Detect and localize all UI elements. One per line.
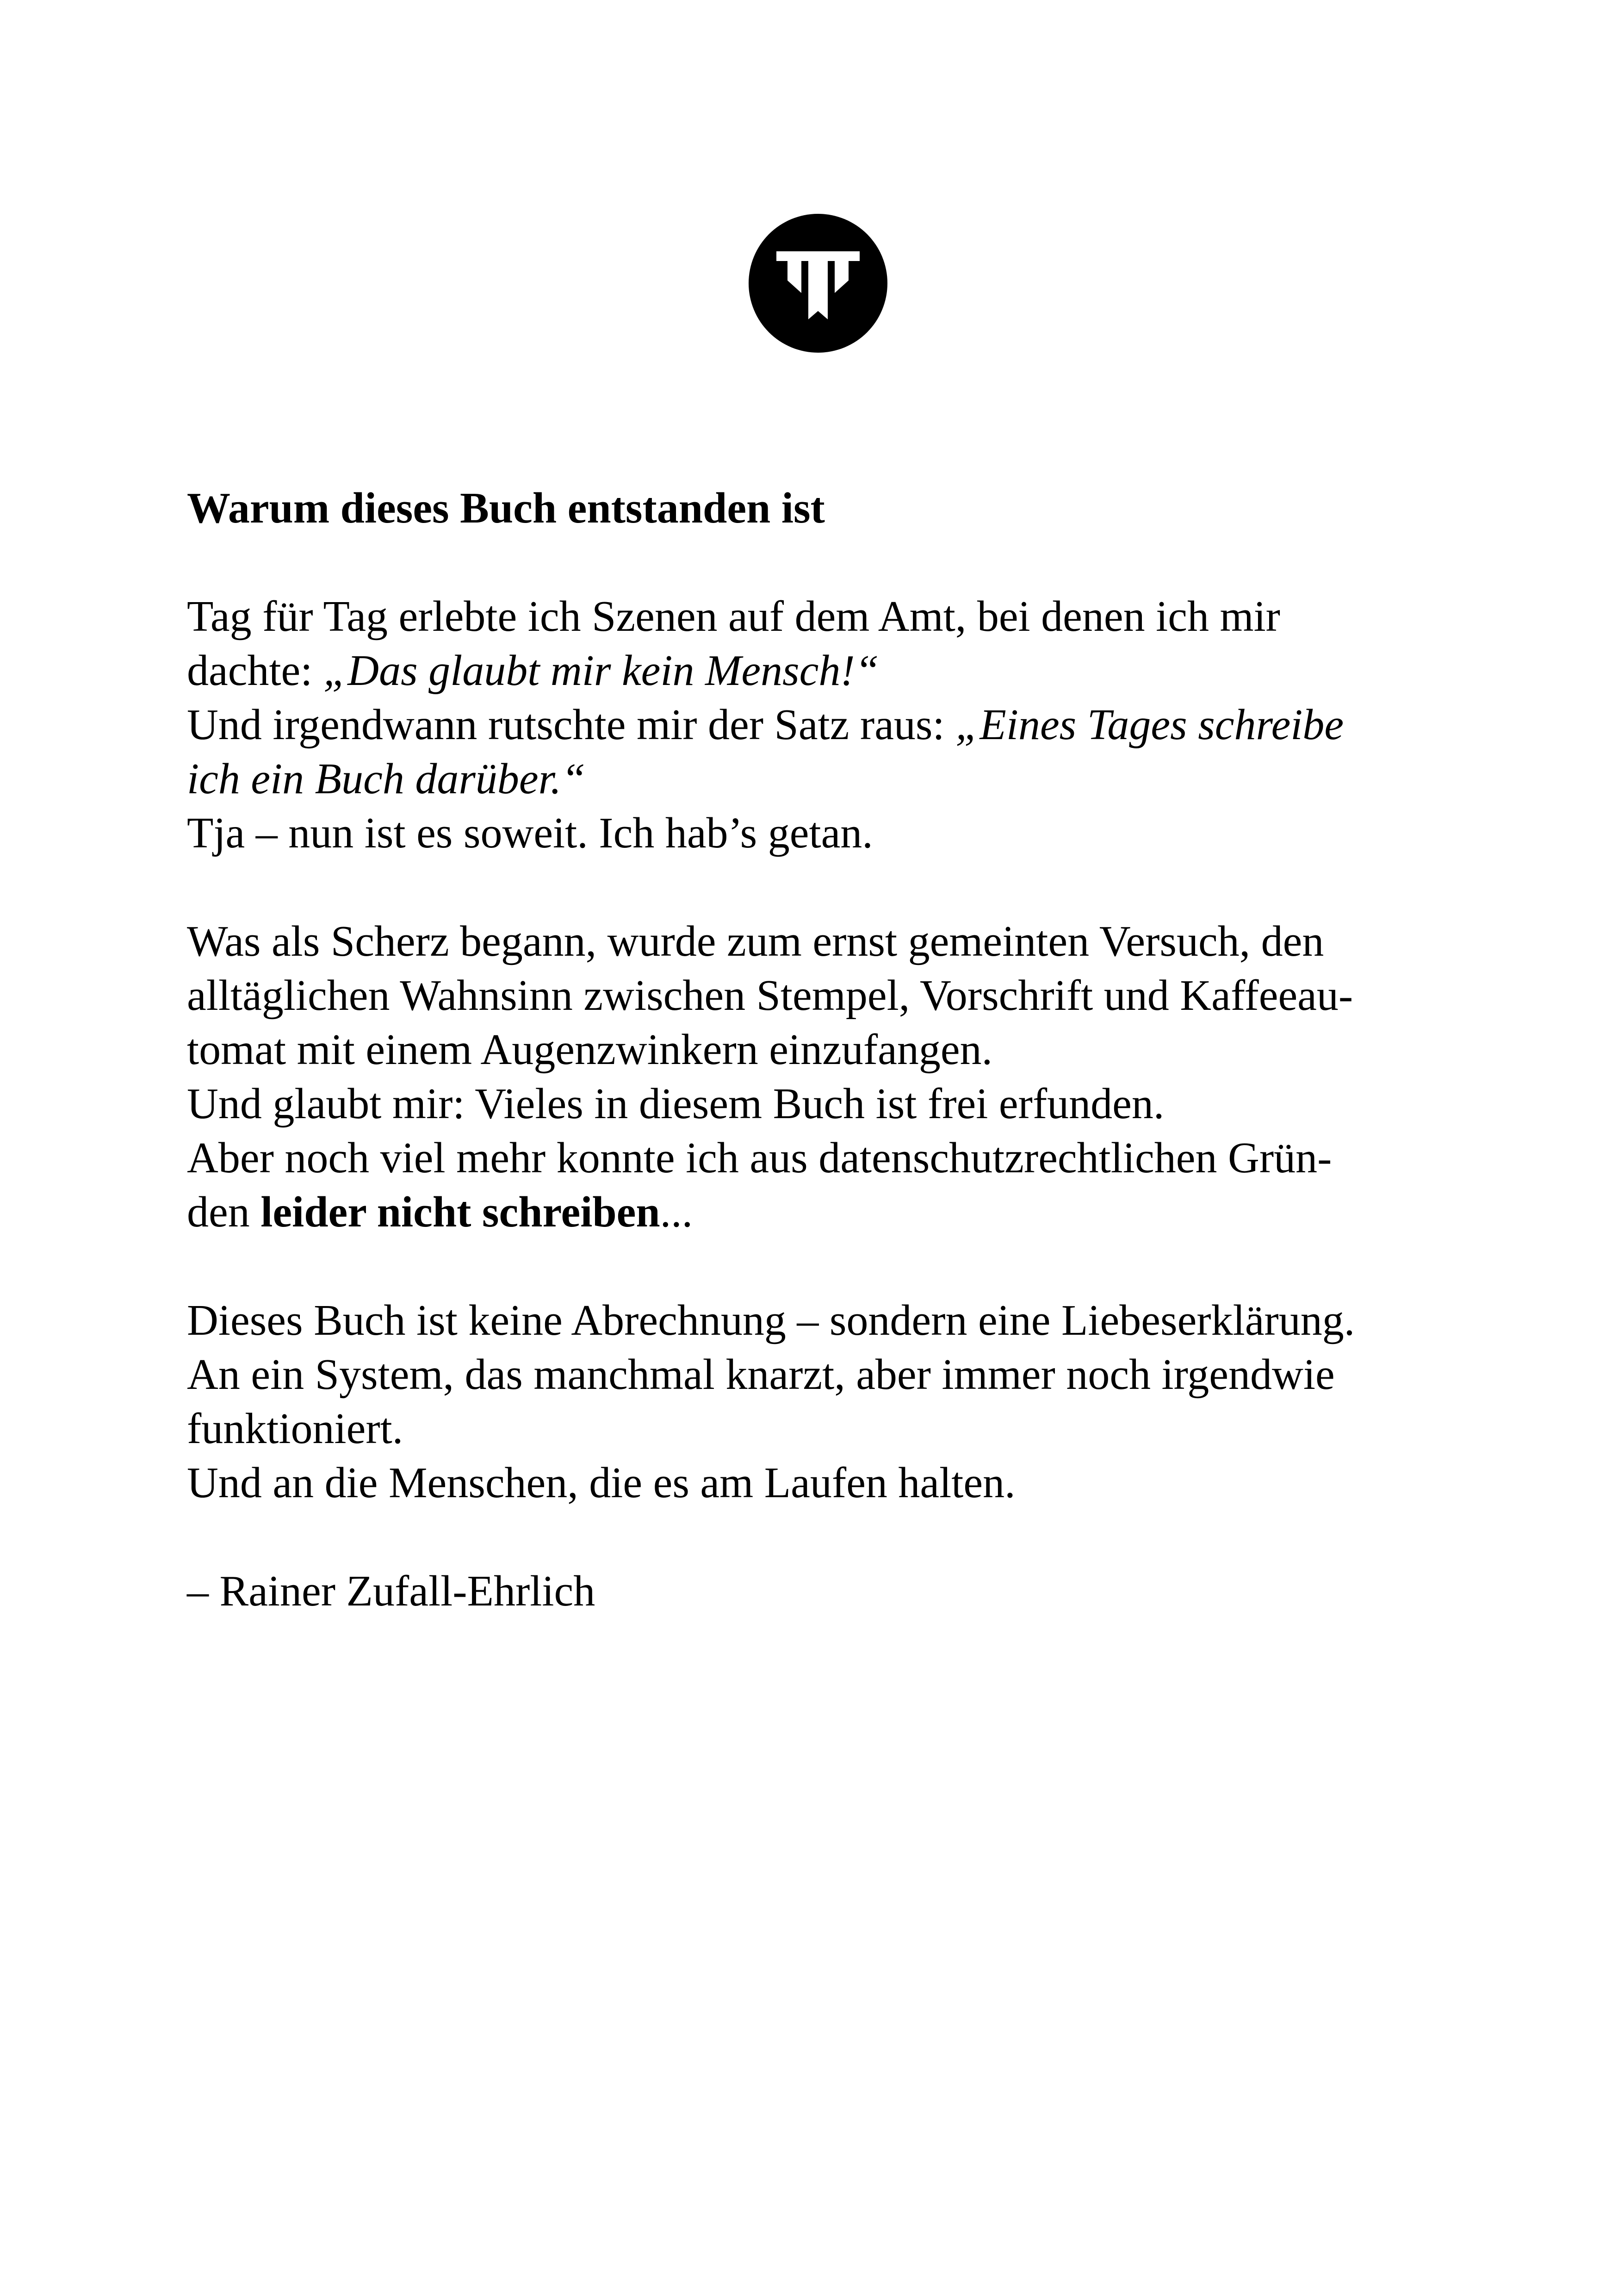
publisher-logo-tt-icon	[749, 214, 887, 353]
text-line: alltäglichen Wahnsinn zwischen Stempel, Vorschrift und Kaffeeau-	[187, 971, 1353, 1020]
text-line: An ein System, das manchmal knarzt, aber immer noch irgendwie	[187, 1350, 1335, 1399]
text-span: dachte:	[187, 647, 323, 695]
text-line	[187, 644, 1464, 698]
text-line: tomat mit einem Augenzwinkern einzufangen.	[187, 1026, 993, 1074]
text-line: Tja – nun ist es soweit. Ich hab’s getan.	[187, 809, 873, 857]
text-line: Was als Scherz begann, wurde zum ernst gemeinten Versuch, den	[187, 917, 1324, 965]
text-span: ...	[660, 1188, 693, 1236]
bold-span: leider nicht schreiben	[260, 1188, 660, 1236]
text-line: Aber noch viel mehr konnte ich aus datenschutzrechtlichen Grün-	[187, 1134, 1332, 1182]
text-line: Dieses Buch ist keine Abrechnung – sondern eine Liebeserklärung.	[187, 1296, 1355, 1344]
paragraph-1	[187, 590, 1464, 860]
text-line: Und an die Menschen, die es am Laufen halten.	[187, 1459, 1016, 1507]
text-line	[187, 698, 1464, 752]
text-span: Und irgendwann rutschte mir der Satz raus:	[187, 701, 956, 749]
quote-span: „Das glaubt mir kein Mensch!“	[323, 647, 879, 695]
preface-text	[187, 481, 1464, 1673]
text-span: den	[187, 1188, 261, 1236]
quote-span: „Eines Tages schreibe	[955, 701, 1344, 749]
paragraph-3	[187, 1294, 1464, 1510]
text-line: Und glaubt mir: Vieles in diesem Buch ist frei erfunden.	[187, 1080, 1165, 1128]
page-title: Warum dieses Buch entstanden ist	[187, 484, 825, 532]
text-line: ich ein Buch darüber.“	[187, 755, 586, 803]
text-line	[187, 1185, 1464, 1239]
signature: – Rainer Zufall-Ehrlich	[187, 1567, 595, 1615]
publisher-logo	[749, 214, 887, 353]
text-line: funktioniert.	[187, 1405, 403, 1453]
paragraph-2	[187, 915, 1464, 1239]
text-line: Tag für Tag erlebte ich Szenen auf dem Amt, bei denen ich mir	[187, 592, 1280, 641]
